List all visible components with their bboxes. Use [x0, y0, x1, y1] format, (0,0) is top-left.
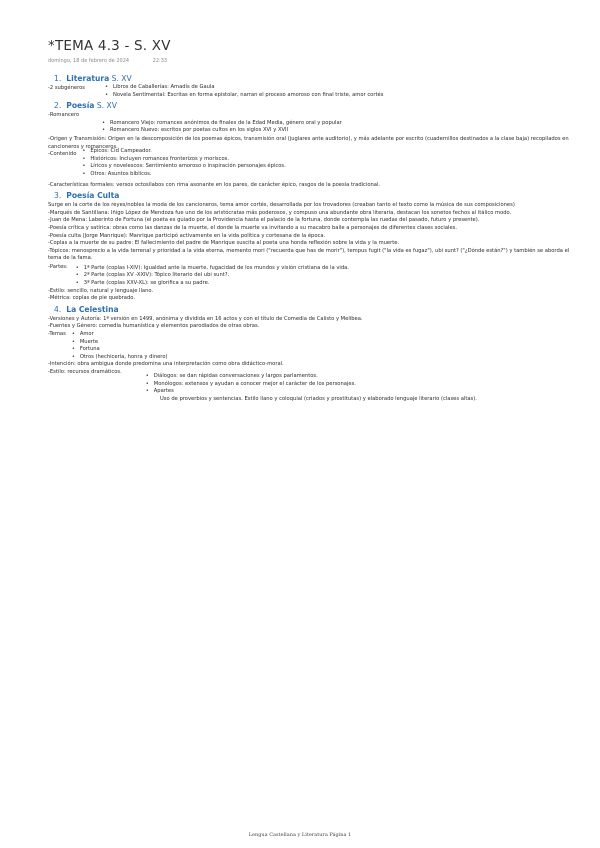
- subgeneros-label: -2 subgéneros: [48, 85, 85, 91]
- page-title: *TEMA 4.3 - S. XV: [48, 38, 171, 54]
- heading-celestina: 4. La Celestina: [54, 304, 119, 314]
- fuentes-text: -Fuentes y Género: comedia humanística y elementos parodiados de otras obras.: [48, 323, 260, 330]
- partes-label: -Partes:: [48, 263, 68, 270]
- list-item: • Romancero Viejo: romances anónimos de finales de la Edad Media, género oral y popular: [102, 120, 578, 128]
- page-time: 22:33: [152, 58, 168, 64]
- contenido-row: [48, 148, 578, 178]
- culta-paragraph: Surge en la corte de los reyes/nobles la moda de los cancioneros, tema amor cortés, desarrollada por los trovadores (creaban tanto el texto como la música de sus composiciones): [48, 202, 515, 209]
- list-item: • Históricos: Incluyen romances fronterizos y moriscos.: [82, 156, 285, 164]
- estilo-row: [48, 369, 578, 396]
- estilo-list: [146, 373, 356, 396]
- juan-de-mena-text: -Juan de Mena: Laberinto de Fortuna (el poeta es guiado por la Providencia hasta el palacio de la fortuna, donde contempla las ruedas del pasado, futuro y presente).: [48, 217, 480, 224]
- list-item: • Otros: Asuntos bíblicos.: [82, 171, 285, 179]
- topicos-text: -Tópicos: menosprecio a la vida terrenal y prioridad a la vida eterna, memento mori ("recuerda que has de morir"), tempus fugit ("la vida es fugaz"), ubi sunt? ("¿Dónde están?") y también se aborda el tema de la fama.: [48, 247, 570, 262]
- page-footer: Lengua Castellana y Literatura Página 1: [248, 832, 352, 838]
- heading-poesia: 2. Poesía S. XV: [54, 101, 117, 111]
- versiones-text: -Versiones y Autoría: 1ª versión en 1499, anónima y dividida en 16 actos y con el título de Comedia de Calisto y Melibea.: [48, 315, 363, 322]
- estilo-label: -Estilo: recursos dramáticos.: [48, 369, 122, 375]
- page-date: domingo, 18 de febrero de 2024: [48, 58, 130, 64]
- heading-literatura: 1. Literatura S. XV: [54, 74, 132, 83]
- coplas-text: -Coplas a la muerte de su padre: El fallecimiento del padre de Manrique suscita al poeta una honda reflexión sobre la vida y la muerte.: [48, 240, 400, 247]
- caracteristicas-text: -Características formales: versos octosílabos con rima asonante en los pares, de carácter épico, rasgos de la poesía tradicional.: [48, 181, 381, 188]
- partes-row: [48, 264, 578, 288]
- list-item: • Amor: [72, 331, 168, 339]
- romancero-list: [102, 120, 578, 135]
- romancero-label: -Romancero: [48, 112, 80, 119]
- subgeneros-row: [48, 85, 578, 99]
- list-item: • 2ª Parte (coplas XV -XXIV): Tópico literario del ubi sunt?.: [76, 272, 349, 280]
- list-item: • Apartes: [146, 388, 356, 396]
- temas-row: [48, 331, 578, 361]
- list-item: • Romancero Nuevo: escritos por poetas cultos en los siglos XVI y XVII: [102, 127, 578, 135]
- subgeneros-list: [105, 84, 383, 99]
- contenido-label: -Contenido: [48, 151, 77, 158]
- list-item: • Novela Sentimental: Escritas en forma epistolar, narran el proceso amoroso con final triste, amor cortés: [105, 92, 383, 100]
- contenido-list: [82, 148, 285, 178]
- heading-poesia-culta: 3. Poesía Culta: [54, 191, 120, 201]
- list-item: • Otros (hechicería, honra y dinero): [72, 354, 168, 362]
- temas-list: [72, 331, 168, 361]
- metrica-text: -Métrica: coplas de pie quebrado.: [48, 295, 135, 302]
- poesia-culta-text: -Poesía culta (Jorge Manrique): Manrique participó activamente en la vida política y cortesana de la época.: [48, 232, 326, 239]
- list-item: • Muerte: [72, 339, 168, 347]
- estilo-text: -Estilo: sencillo, natural y lenguaje llano.: [48, 287, 154, 294]
- origen-text: -Origen y Transmisión: Origen en la descomposición de los poemas épicos, transmisión oral (juglares ante auditorio), y más adelante por escrito (cuadernillos destinados a la clase baja) recopilados en cancioneros y romanceros.: [48, 135, 569, 150]
- poesia-critica-text: -Poesía crítica y satírica: obras como las danzas de la muerte, el donde la muerte va invitando a su macabro baile a personajes de diferentes clases sociales.: [48, 224, 457, 231]
- partes-list: [76, 265, 349, 288]
- list-item: • Líricos y novelescos: Sentimiento amoroso o inspiración personajes épicos.: [82, 163, 285, 171]
- list-item: • Diálogos: se dan rápidas conversaciones y largos parlamentos.: [146, 373, 356, 381]
- list-item: • Fortuna: [72, 346, 168, 354]
- page-meta: [48, 58, 189, 64]
- list-item: • Épicos: Cid Campeador.: [82, 148, 285, 156]
- intencion-text: -Intención: obra ambigua donde predomina una interpretación como obra didáctico-moral.: [48, 361, 284, 368]
- temas-label: -Temas: [48, 331, 66, 338]
- list-item: • 3ª Parte (coplas XXV-XL): se glorifica a su padre.: [76, 280, 349, 288]
- list-item: • Libros de Caballerías: Amadís de Gaula: [105, 84, 383, 92]
- list-item: • 1ª Parte (coplas I-XIV): Igualdad ante la muerte, fugacidad de los mundos y visión cristiana de la vida.: [76, 265, 349, 273]
- note-content: [48, 72, 578, 403]
- list-item: • Monólogos: extensos y ayudan a conocer mejor el carácter de los personajes.: [146, 381, 356, 389]
- santillana-text: -Marqués de Santillana: Iñigo López de Mendoza fue uno de los aristócratas más poderosos, y compuso una abundante obra literaria, destacan los sonetos fechos al itálico modo.: [48, 209, 512, 216]
- uso-text: Uso de proverbios y sentencias. Estilo llano y coloquial (criados y prostitutas) y elaborado lenguaje literario (clases altas).: [160, 395, 477, 402]
